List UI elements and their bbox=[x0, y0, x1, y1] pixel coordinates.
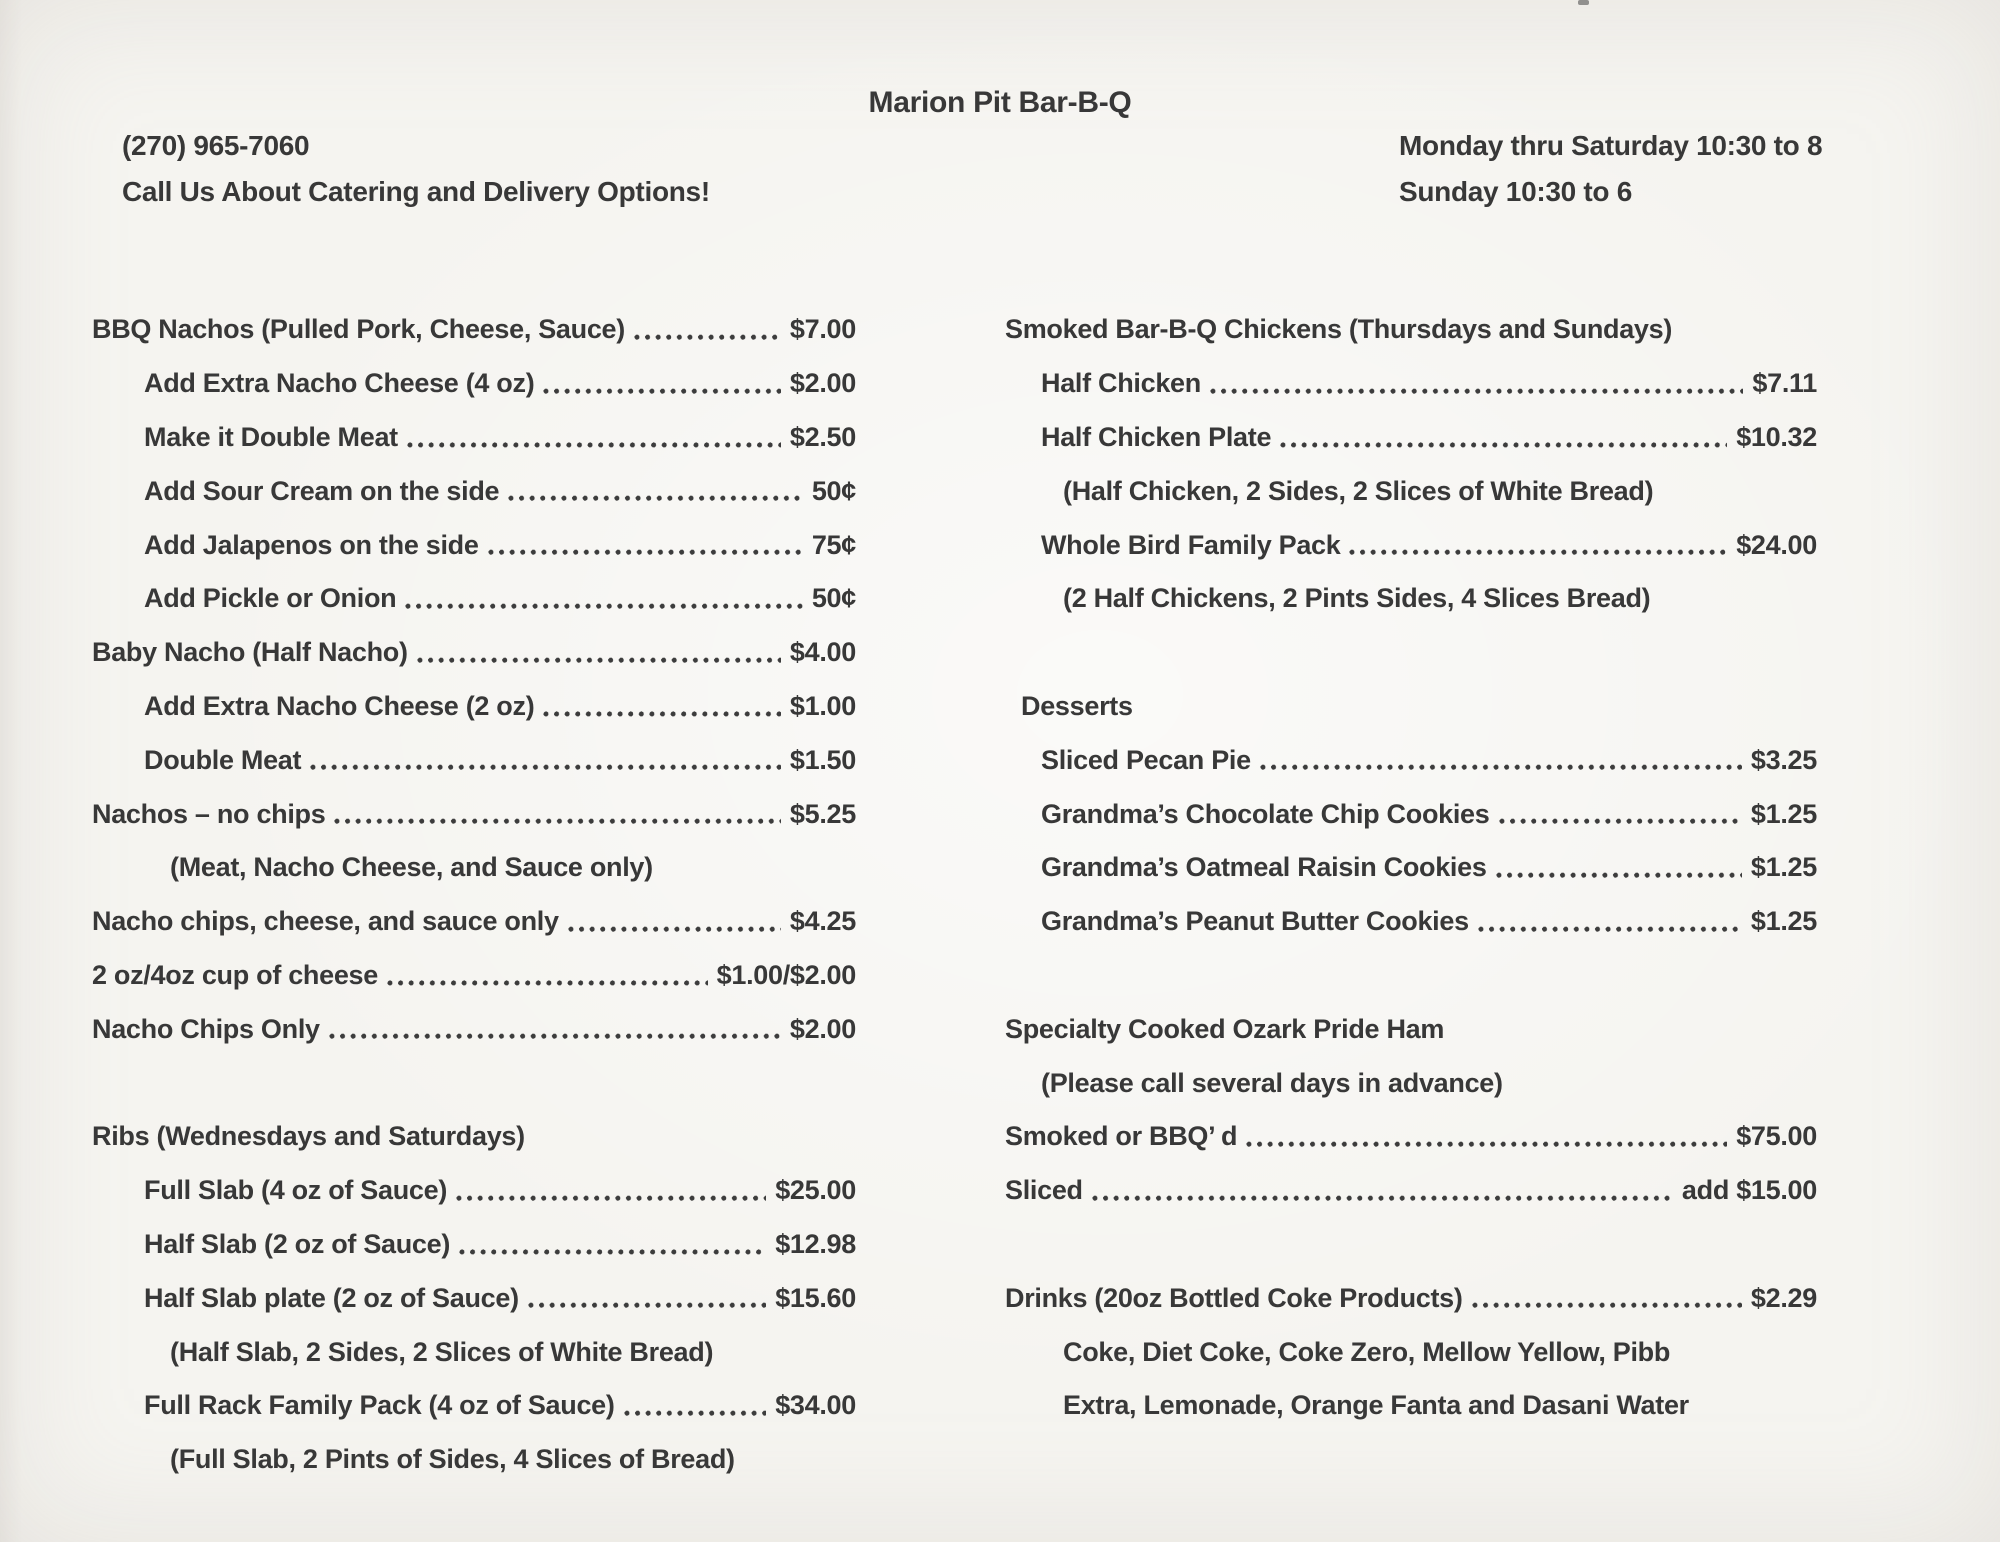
menu-note bbox=[92, 1325, 856, 1379]
menu-item bbox=[1005, 895, 1817, 949]
dot-leader bbox=[403, 572, 803, 626]
menu-item bbox=[1005, 1110, 1817, 1164]
dot-leader bbox=[1258, 733, 1742, 787]
dot-leader bbox=[1208, 357, 1743, 411]
item-price: $2.50 bbox=[789, 421, 856, 452]
menu-item bbox=[92, 1379, 856, 1433]
menu-note bbox=[92, 841, 856, 895]
item-price: $4.00 bbox=[789, 637, 856, 668]
menu-item bbox=[92, 572, 856, 626]
item-label: Extra, Lemonade, Orange Fanta and Dasani Water bbox=[1063, 1390, 1689, 1421]
dot-leader bbox=[632, 303, 781, 357]
dot-leader bbox=[332, 787, 780, 841]
dot-leader bbox=[308, 733, 781, 787]
dot-leader bbox=[1090, 1164, 1673, 1218]
menu-item bbox=[1005, 1164, 1817, 1218]
section-header bbox=[1005, 1002, 1817, 1056]
item-label: Nachos – no chips bbox=[92, 798, 326, 829]
section-title: Smoked Bar-B-Q Chickens (Thursdays and Sundays) bbox=[1005, 314, 1673, 345]
item-label: Add Pickle or Onion bbox=[144, 583, 397, 614]
item-label: Sliced bbox=[1005, 1175, 1083, 1206]
item-price: $1.50 bbox=[789, 744, 856, 775]
item-label: 2 oz/4oz cup of cheese bbox=[92, 959, 378, 990]
item-price: $7.00 bbox=[789, 314, 856, 345]
item-price: $10.32 bbox=[1736, 421, 1817, 452]
menu-item bbox=[1005, 518, 1817, 572]
dot-leader bbox=[541, 357, 781, 411]
menu-item bbox=[92, 1271, 856, 1325]
dot-leader bbox=[1470, 1271, 1742, 1325]
dot-leader bbox=[506, 464, 803, 518]
dot-leader bbox=[327, 1002, 781, 1056]
item-price: $1.00/$2.00 bbox=[716, 959, 856, 990]
item-label: (Full Slab, 2 Pints of Sides, 4 Slices of Bread) bbox=[170, 1444, 735, 1475]
item-price: 50¢ bbox=[811, 583, 856, 614]
menu-item bbox=[92, 680, 856, 734]
row-spacer bbox=[92, 1056, 856, 1110]
item-label: Half Slab (2 oz of Sauce) bbox=[144, 1228, 451, 1259]
dot-leader bbox=[1497, 787, 1742, 841]
page-title: Marion Pit Bar-B-Q bbox=[868, 86, 1132, 119]
item-label: Drinks (20oz Bottled Coke Products) bbox=[1005, 1282, 1463, 1313]
menu-note bbox=[1005, 1325, 1817, 1379]
item-price: $3.25 bbox=[1750, 744, 1817, 775]
menu-item bbox=[1005, 411, 1817, 465]
menu-column-left bbox=[92, 303, 856, 1487]
item-label: Grandma’s Peanut Butter Cookies bbox=[1041, 906, 1469, 937]
item-label: Full Rack Family Pack (4 oz of Sauce) bbox=[144, 1390, 615, 1421]
section-title: Ribs (Wednesdays and Saturdays) bbox=[92, 1121, 525, 1152]
menu-item bbox=[92, 895, 856, 949]
menu-item bbox=[92, 626, 856, 680]
item-price: $1.00 bbox=[789, 690, 856, 721]
dot-leader bbox=[541, 680, 781, 734]
menu-item bbox=[1005, 1271, 1817, 1325]
menu-item bbox=[1005, 733, 1817, 787]
item-price: $34.00 bbox=[775, 1390, 856, 1421]
menu-item bbox=[92, 1218, 856, 1272]
item-label: Add Extra Nacho Cheese (4 oz) bbox=[144, 368, 535, 399]
item-price: $7.11 bbox=[1752, 368, 1817, 399]
menu-item bbox=[1005, 357, 1817, 411]
menu-note bbox=[1005, 572, 1817, 626]
catering-line: Call Us About Catering and Delivery Options! bbox=[122, 176, 710, 207]
menu-note bbox=[1005, 1379, 1817, 1433]
menu-item bbox=[1005, 787, 1817, 841]
section-header bbox=[92, 1110, 856, 1164]
item-price: 50¢ bbox=[811, 475, 856, 506]
item-price: $2.29 bbox=[1750, 1282, 1817, 1313]
item-price: $12.98 bbox=[775, 1228, 856, 1259]
menu-item bbox=[92, 1164, 856, 1218]
section-header bbox=[1005, 303, 1817, 357]
dot-leader bbox=[385, 949, 708, 1003]
dot-leader bbox=[1476, 895, 1742, 949]
item-price: $1.25 bbox=[1750, 798, 1817, 829]
menu-item bbox=[92, 733, 856, 787]
item-price: $75.00 bbox=[1736, 1121, 1817, 1152]
item-label: Sliced Pecan Pie bbox=[1041, 744, 1251, 775]
item-price: $25.00 bbox=[775, 1175, 856, 1206]
item-price: $2.00 bbox=[789, 1013, 856, 1044]
item-label: (Please call several days in advance) bbox=[1041, 1067, 1503, 1098]
item-label: Grandma’s Oatmeal Raisin Cookies bbox=[1041, 852, 1487, 883]
hours-sunday: Sunday 10:30 to 6 bbox=[1399, 176, 1632, 207]
menu-item bbox=[92, 1002, 856, 1056]
item-price: 75¢ bbox=[811, 529, 856, 560]
scan-artifact bbox=[1578, 0, 1589, 5]
menu-note bbox=[1005, 1056, 1817, 1110]
menu-item bbox=[92, 303, 856, 357]
item-label: Add Extra Nacho Cheese (2 oz) bbox=[144, 690, 535, 721]
row-spacer bbox=[1005, 1218, 1817, 1272]
phone-number: (270) 965-7060 bbox=[122, 130, 310, 161]
menu-item bbox=[92, 357, 856, 411]
dot-leader bbox=[415, 626, 781, 680]
item-label: Double Meat bbox=[144, 744, 302, 775]
dot-leader bbox=[622, 1379, 767, 1433]
item-label: Smoked or BBQ’ d bbox=[1005, 1121, 1238, 1152]
item-label: Nacho chips, cheese, and sauce only bbox=[92, 906, 559, 937]
item-label: Grandma’s Chocolate Chip Cookies bbox=[1041, 798, 1490, 829]
dot-leader bbox=[454, 1164, 766, 1218]
menu-item bbox=[92, 518, 856, 572]
item-price: $1.25 bbox=[1750, 906, 1817, 937]
dot-leader bbox=[1494, 841, 1742, 895]
item-label: (Half Slab, 2 Sides, 2 Slices of White Bread) bbox=[170, 1336, 714, 1367]
item-label: (2 Half Chickens, 2 Pints Sides, 4 Slices Bread) bbox=[1063, 583, 1651, 614]
item-label: (Meat, Nacho Cheese, and Sauce only) bbox=[170, 852, 653, 883]
item-price: $1.25 bbox=[1750, 852, 1817, 883]
item-label: Full Slab (4 oz of Sauce) bbox=[144, 1175, 448, 1206]
item-price: $4.25 bbox=[789, 906, 856, 937]
row-spacer bbox=[1005, 949, 1817, 1003]
item-label: Half Slab plate (2 oz of Sauce) bbox=[144, 1282, 519, 1313]
dot-leader bbox=[566, 895, 781, 949]
menu-item bbox=[1005, 841, 1817, 895]
menu-item bbox=[92, 464, 856, 518]
item-label: Whole Bird Family Pack bbox=[1041, 529, 1341, 560]
item-label: Add Sour Cream on the side bbox=[144, 475, 500, 506]
hours-weekdays: Monday thru Saturday 10:30 to 8 bbox=[1399, 130, 1823, 161]
item-label: Baby Nacho (Half Nacho) bbox=[92, 637, 408, 668]
item-label: BBQ Nachos (Pulled Pork, Cheese, Sauce) bbox=[92, 314, 625, 345]
dot-leader bbox=[486, 518, 803, 572]
menu-item bbox=[92, 787, 856, 841]
dot-leader bbox=[526, 1271, 766, 1325]
item-price: $5.25 bbox=[789, 798, 856, 829]
row-spacer bbox=[1005, 626, 1817, 680]
dot-leader bbox=[1347, 518, 1727, 572]
item-price: $24.00 bbox=[1736, 529, 1817, 560]
dot-leader bbox=[457, 1218, 766, 1272]
item-label: (Half Chicken, 2 Sides, 2 Slices of White Bread) bbox=[1063, 475, 1654, 506]
item-label: Nacho Chips Only bbox=[92, 1013, 320, 1044]
item-label: Half Chicken Plate bbox=[1041, 421, 1272, 452]
item-price: $15.60 bbox=[775, 1282, 856, 1313]
dot-leader bbox=[405, 411, 781, 465]
item-label: Half Chicken bbox=[1041, 368, 1201, 399]
item-label: Add Jalapenos on the side bbox=[144, 529, 479, 560]
item-label: Coke, Diet Coke, Coke Zero, Mellow Yellow, Pibb bbox=[1063, 1336, 1671, 1367]
item-label: Make it Double Meat bbox=[144, 421, 398, 452]
dot-leader bbox=[1244, 1110, 1727, 1164]
menu-column-right bbox=[1005, 303, 1817, 1433]
section-title: Desserts bbox=[1021, 690, 1133, 721]
menu-item bbox=[92, 949, 856, 1003]
menu-note bbox=[1005, 464, 1817, 518]
item-price: add $15.00 bbox=[1681, 1175, 1817, 1206]
menu-item bbox=[92, 411, 856, 465]
dot-leader bbox=[1278, 411, 1727, 465]
section-header bbox=[1005, 680, 1817, 734]
section-title: Specialty Cooked Ozark Pride Ham bbox=[1005, 1013, 1445, 1044]
item-price: $2.00 bbox=[789, 368, 856, 399]
menu-note bbox=[92, 1433, 856, 1487]
